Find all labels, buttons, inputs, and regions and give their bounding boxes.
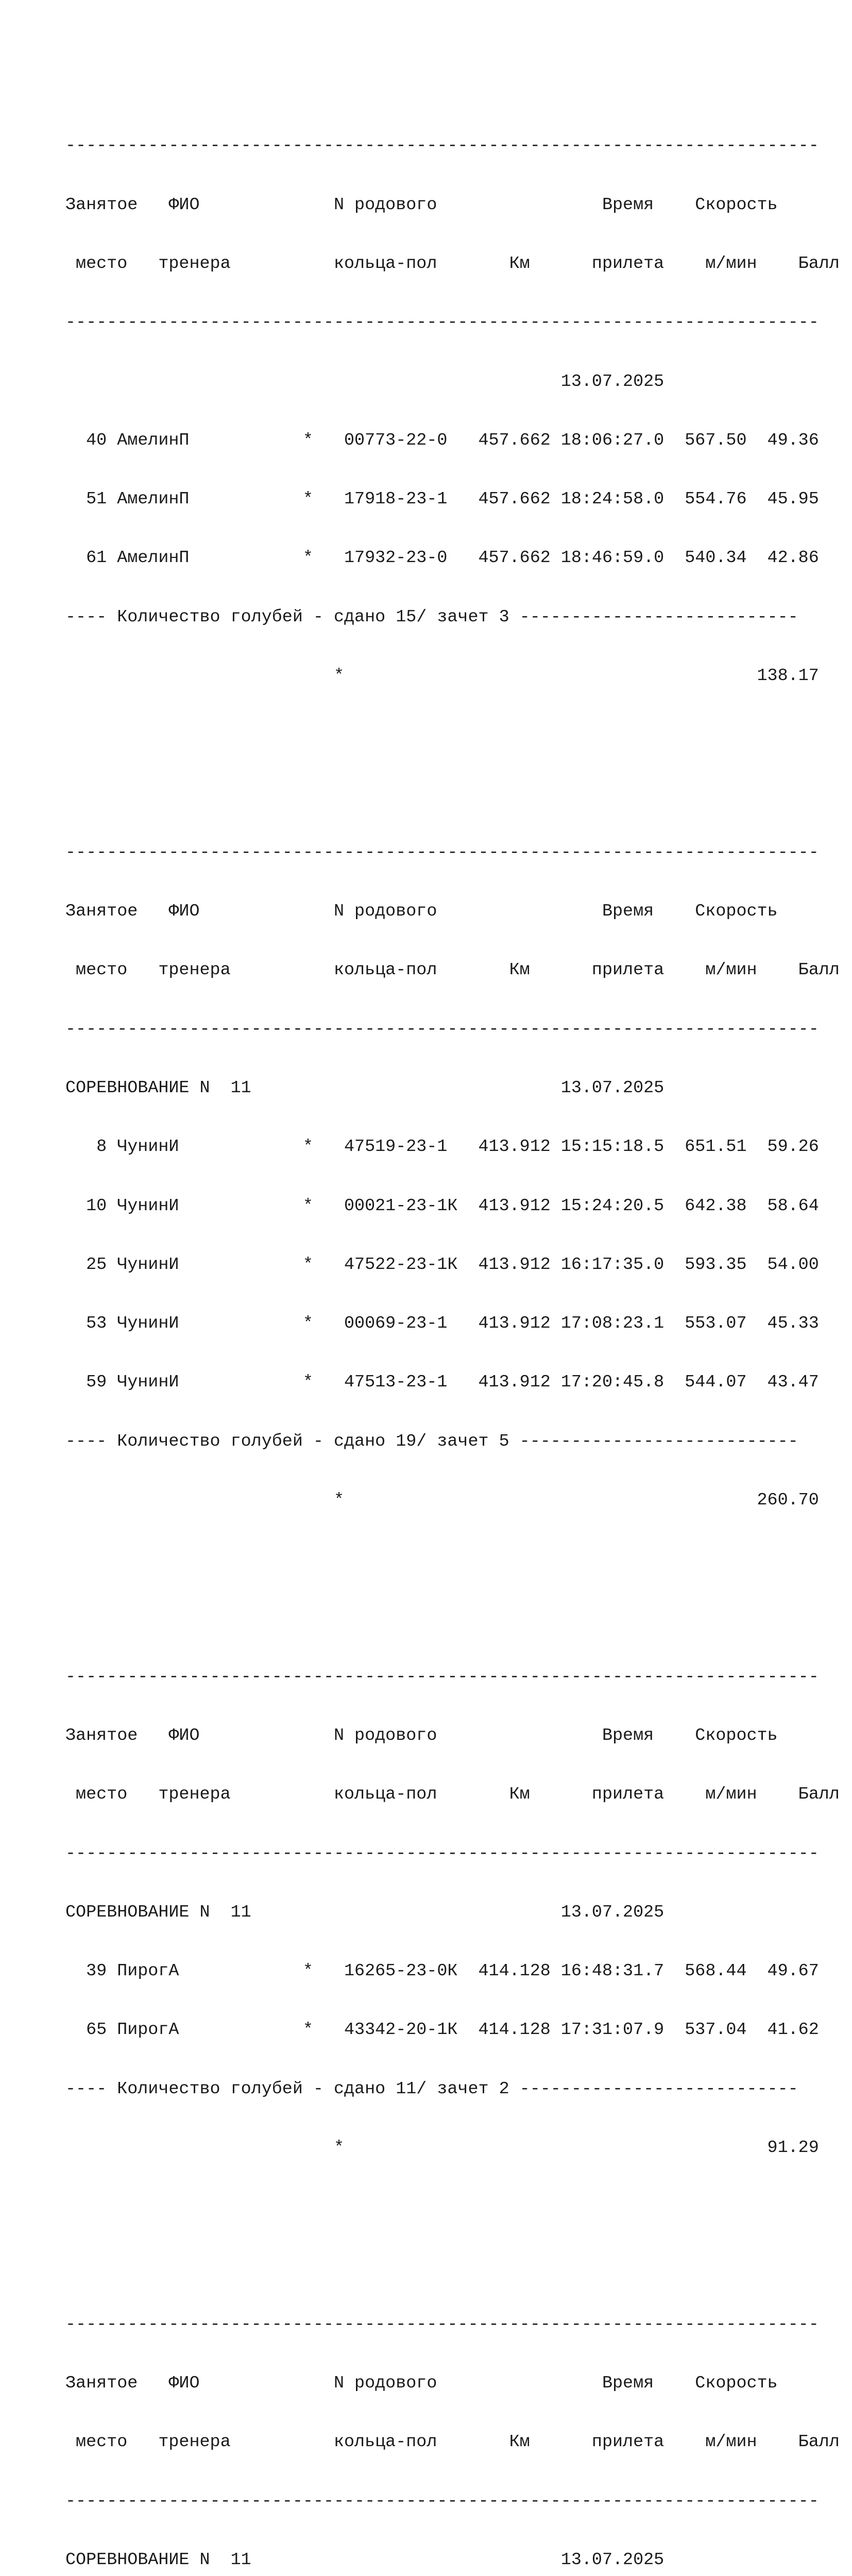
- column-header-line-2: место тренера кольца-пол Км прилета м/мин Балл: [65, 2432, 840, 2452]
- column-header-line-1: Занятое ФИО N родового Время Скорость: [65, 195, 778, 215]
- report-section: [65, 1628, 840, 2197]
- rule-line: -------------------------------------------------------------------------: [65, 2314, 819, 2334]
- section-title: СОРЕВНОВАНИЕ N 11 13.07.2025: [65, 1902, 664, 1922]
- result-row: 25 ЧунинИ * 47522-23-1К 413.912 16:17:35.0 593.35 54.00: [65, 1255, 819, 1275]
- section-title: СОРЕВНОВАНИЕ N 11 13.07.2025: [65, 1078, 664, 1098]
- column-header-line-2: место тренера кольца-пол Км прилета м/мин Балл: [65, 1785, 840, 1805]
- section-total: * 91.29: [65, 2138, 819, 2158]
- column-header-line-2: место тренера кольца-пол Км прилета м/мин Балл: [65, 960, 840, 980]
- results-report: [65, 38, 840, 2576]
- result-row: 53 ЧунинИ * 00069-23-1 413.912 17:08:23.1 553.07 45.33: [65, 1314, 819, 1334]
- rule-line: -------------------------------------------------------------------------: [65, 1843, 819, 1863]
- section-total: * 260.70: [65, 1490, 819, 1510]
- rule-line: -------------------------------------------------------------------------: [65, 842, 819, 862]
- result-row: 10 ЧунинИ * 00021-23-1К 413.912 15:24:20.5 642.38 58.64: [65, 1196, 819, 1216]
- report-section: [65, 804, 840, 1550]
- section-summary: ---- Количество голубей - сдано 11/ зачет 2 ---------------------------: [65, 2079, 798, 2099]
- rule-line: -------------------------------------------------------------------------: [65, 313, 819, 333]
- column-header-line-2: место тренера кольца-пол Км прилета м/мин Балл: [65, 254, 840, 274]
- section-summary: ---- Количество голубей - сдано 19/ зачет 5 ---------------------------: [65, 1431, 798, 1451]
- result-row: 51 АмелинП * 17918-23-1 457.662 18:24:58.0 554.76 45.95: [65, 489, 819, 510]
- result-row: 59 ЧунинИ * 47513-23-1 413.912 17:20:45.8 544.07 43.47: [65, 1372, 819, 1393]
- column-header-line-1: Занятое ФИО N родового Время Скорость: [65, 1726, 778, 1746]
- report-section: [65, 2276, 840, 2576]
- section-title: СОРЕВНОВАНИЕ N 11 13.07.2025: [65, 2550, 664, 2570]
- section-total: * 138.17: [65, 666, 819, 686]
- section-title: 13.07.2025: [65, 371, 664, 392]
- rule-line: -------------------------------------------------------------------------: [65, 136, 819, 156]
- report-section: [65, 97, 840, 725]
- column-header-line-1: Занятое ФИО N родового Время Скорость: [65, 902, 778, 922]
- rule-line: -------------------------------------------------------------------------: [65, 1019, 819, 1039]
- result-row: 8 ЧунинИ * 47519-23-1 413.912 15:15:18.5 651.51 59.26: [65, 1137, 819, 1157]
- result-row: 65 ПирогА * 43342-20-1К 414.128 17:31:07.9 537.04 41.62: [65, 2020, 819, 2040]
- result-row: 61 АмелинП * 17932-23-0 457.662 18:46:59.0 540.34 42.86: [65, 548, 819, 568]
- result-row: 40 АмелинП * 00773-22-0 457.662 18:06:27.0 567.50 49.36: [65, 430, 819, 450]
- section-summary: ---- Количество голубей - сдано 15/ зачет 3 ---------------------------: [65, 607, 798, 627]
- rule-line: -------------------------------------------------------------------------: [65, 1667, 819, 1687]
- result-row: 39 ПирогА * 16265-23-0К 414.128 16:48:31.7 568.44 49.67: [65, 1961, 819, 1981]
- rule-line: -------------------------------------------------------------------------: [65, 2491, 819, 2511]
- column-header-line-1: Занятое ФИО N родового Время Скорость: [65, 2374, 778, 2394]
